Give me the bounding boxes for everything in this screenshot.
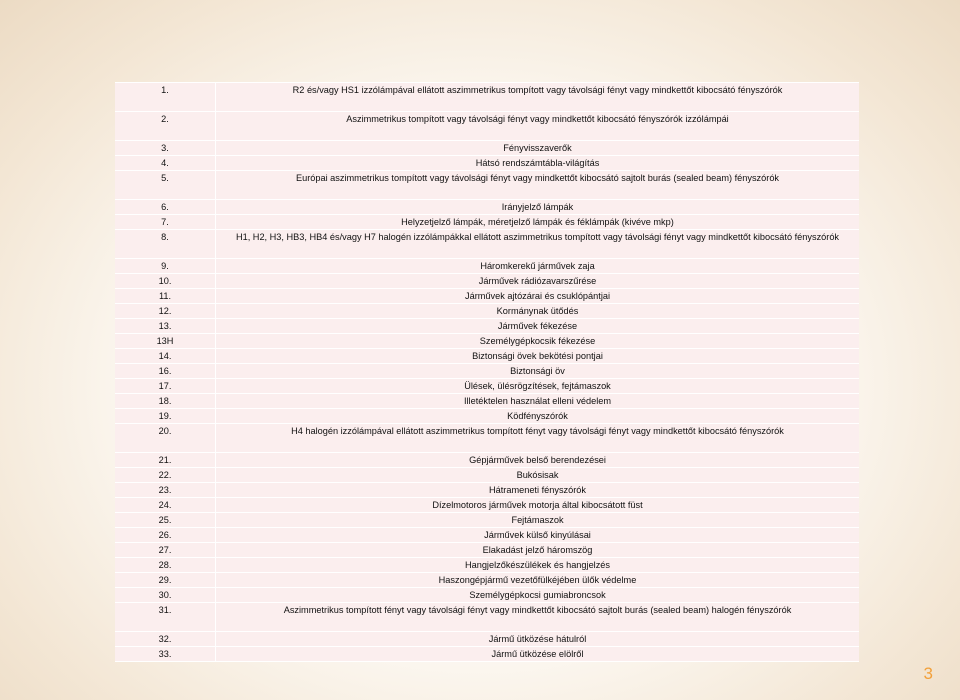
row-number: 4. [115,156,216,171]
row-title: Haszongépjármű vezetőfülkéjében ülők védelme [216,573,860,588]
table-row [115,259,859,274]
table-row [115,468,859,483]
table-row [115,156,859,171]
row-title: Személygépkocsi gumiabroncsok [216,588,860,603]
row-number: 33. [115,647,216,662]
row-title: Jármű ütközése hátulról [216,632,860,647]
row-title: Járművek rádiózavarszűrése [216,274,860,289]
regulation-table-container [115,82,859,662]
table-row [115,603,859,632]
row-number: 30. [115,588,216,603]
row-title: R2 és/vagy HS1 izzólámpával ellátott aszimmetrikus tompított vagy távolsági fényt vagy mindkettőt kibocsátó fényszórók [216,83,860,112]
table-row [115,647,859,662]
table-row [115,543,859,558]
row-number: 5. [115,171,216,200]
row-title: Bukósisak [216,468,860,483]
row-number: 19. [115,409,216,424]
row-number: 12. [115,304,216,319]
row-number: 7. [115,215,216,230]
row-title: Háromkerekű járművek zaja [216,259,860,274]
row-number: 23. [115,483,216,498]
table-row [115,274,859,289]
row-number: 2. [115,112,216,141]
row-title: Helyzetjelző lámpák, méretjelző lámpák és féklámpák (kivéve mkp) [216,215,860,230]
table-row [115,483,859,498]
table-row [115,409,859,424]
row-title: Aszimmetrikus tompított fényt vagy távolsági fényt vagy mindkettőt kibocsátó sajtolt burás (sealed beam) halogén fényszórók [216,603,860,632]
row-title: Biztonsági öv [216,364,860,379]
row-title: Dízelmotoros járművek motorja által kibocsátott füst [216,498,860,513]
row-title: Ködfényszórók [216,409,860,424]
page-number: 3 [923,664,933,683]
table-row [115,141,859,156]
row-number: 6. [115,200,216,215]
row-number: 18. [115,394,216,409]
row-number: 27. [115,543,216,558]
table-row [115,304,859,319]
row-title: Járművek ajtózárai és csuklópántjai [216,289,860,304]
row-title: Hátrameneti fényszórók [216,483,860,498]
row-title: Jármű ütközése elölről [216,647,860,662]
row-title: Ülések, ülésrögzítések, fejtámaszok [216,379,860,394]
table-row [115,558,859,573]
row-number: 13. [115,319,216,334]
table-row [115,349,859,364]
row-title: H1, H2, H3, HB3, HB4 és/vagy H7 halogén izzólámpákkal ellátott aszimmetrikus tompított vagy távolsági fényt vagy mindkettőt kibocsátó fényszórók [216,230,860,259]
table-row [115,334,859,349]
table-row [115,528,859,543]
row-title: Járművek fékezése [216,319,860,334]
row-number: 28. [115,558,216,573]
row-title: Hangjelzőkészülékek és hangjelzés [216,558,860,573]
row-title: Fejtámaszok [216,513,860,528]
row-number: 11. [115,289,216,304]
table-row [115,394,859,409]
row-title: Irányjelző lámpák [216,200,860,215]
row-number: 20. [115,424,216,453]
row-number: 3. [115,141,216,156]
row-title: Gépjárművek belső berendezései [216,453,860,468]
table-row [115,513,859,528]
row-number: 31. [115,603,216,632]
row-title: H4 halogén izzólámpával ellátott aszimmetrikus tompított fényt vagy távolsági fényt vagy mindkettőt kibocsátó fényszórók [216,424,860,453]
row-number: 22. [115,468,216,483]
row-number: 17. [115,379,216,394]
row-number: 21. [115,453,216,468]
table-row [115,364,859,379]
row-number: 10. [115,274,216,289]
row-number: 16. [115,364,216,379]
table-row [115,230,859,259]
table-row [115,379,859,394]
table-row [115,200,859,215]
table-row [115,498,859,513]
row-title: Személygépkocsik fékezése [216,334,860,349]
row-number: 26. [115,528,216,543]
row-title: Illetéktelen használat elleni védelem [216,394,860,409]
regulation-table [115,83,859,662]
row-title: Elakadást jelző háromszög [216,543,860,558]
table-row [115,171,859,200]
row-number: 25. [115,513,216,528]
row-number: 29. [115,573,216,588]
row-title: Kormánynak ütődés [216,304,860,319]
row-title: Járművek külső kinyúlásai [216,528,860,543]
row-number: 14. [115,349,216,364]
row-title: Hátsó rendszámtábla-világítás [216,156,860,171]
row-title: Európai aszimmetrikus tompított vagy távolsági fényt vagy mindkettőt kibocsátó sajtolt burás (sealed beam) fényszórók [216,171,860,200]
table-row [115,632,859,647]
table-row [115,588,859,603]
row-title: Aszimmetrikus tompított vagy távolsági fényt vagy mindkettőt kibocsátó fényszórók izzólámpái [216,112,860,141]
table-row [115,215,859,230]
table-row [115,424,859,453]
row-title: Biztonsági övek bekötési pontjai [216,349,860,364]
row-number: 9. [115,259,216,274]
row-number: 32. [115,632,216,647]
row-number: 1. [115,83,216,112]
table-row [115,83,859,112]
table-row [115,573,859,588]
row-number: 8. [115,230,216,259]
table-row [115,289,859,304]
table-row [115,453,859,468]
row-title: Fényvisszaverők [216,141,860,156]
row-number: 13H [115,334,216,349]
table-row [115,319,859,334]
table-row [115,112,859,141]
row-number: 24. [115,498,216,513]
regulation-table-body [115,83,859,662]
